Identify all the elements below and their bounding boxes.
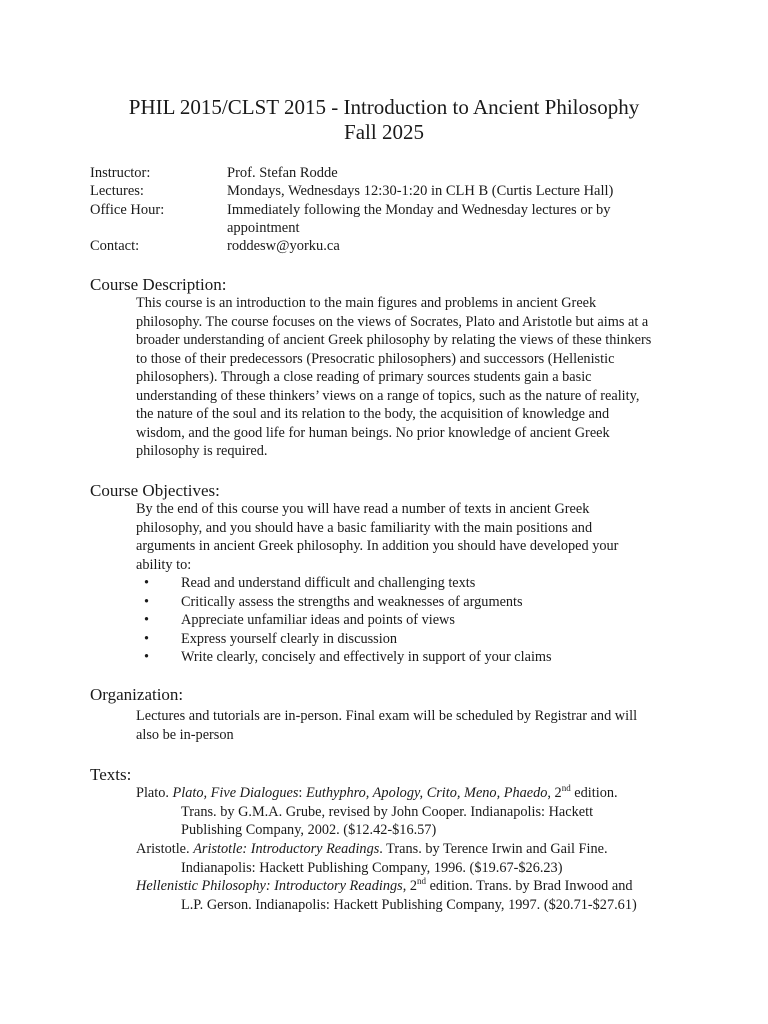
course-description-heading: Course Description: [90, 275, 227, 294]
text-line: Lectures and tutorials are in-person. Final exam will be scheduled by Registrar and will [136, 708, 638, 724]
contact-email: roddesw@yorku.ca [227, 238, 340, 254]
text-line: Publishing Company, 2002. ($12.42-$16.57) [181, 822, 437, 838]
office-hour-value-line2: appointment [227, 220, 300, 236]
text-line: Aristotle. Aristotle: Introductory Readings. Trans. by Terence Irwin and Gail Fine. [136, 841, 608, 857]
page-subtitle-term: Fall 2025 [344, 120, 424, 144]
book-subtitle: Euthyphro, Apology, Crito, Meno, Phaedo [305, 785, 548, 801]
text-line: also be in-person [136, 726, 234, 743]
text-line: to those of their predecessors (Presocratic philosophers) and successors (Hellenistic [136, 350, 615, 367]
course-objectives-text [136, 500, 686, 574]
text-line: ability to: [136, 556, 192, 573]
office-hour-value [227, 201, 707, 237]
instructor-label: Instructor: [90, 165, 151, 181]
text-line: By the end of this course you will have read a number of texts in ancient Greek [136, 501, 590, 517]
list-item: • Write clearly, concisely and effectively in support of your claims [144, 649, 552, 666]
list-item: • Critically assess the strengths and weaknesses of arguments [144, 593, 523, 610]
objectives-bullet-list [136, 574, 696, 667]
text-line: philosophers). Through a close reading of primary sources students gain a basic [136, 369, 592, 385]
text-line: Hellenistic Philosophy: Introductory Readings, 2nd edition. Trans. by Brad Inwood and [136, 876, 633, 894]
text-line: broader understanding of ancient Greek philosophy by relating the views of these thinkers [136, 332, 652, 348]
text-entry-plato [136, 784, 676, 840]
bullet-icon: • [144, 649, 150, 666]
instructor-value: Prof. Stefan Rodde [227, 165, 338, 181]
text-entry-hellenistic [136, 877, 676, 914]
organization-text [136, 707, 686, 744]
text-entry-aristotle [136, 840, 676, 877]
list-item: • Appreciate unfamiliar ideas and points of views [144, 612, 455, 629]
office-hour-label: Office Hour: [90, 202, 165, 218]
lectures-value: Mondays, Wednesdays 12:30-1:20 in CLH B (Curtis Lecture Hall) [227, 183, 614, 199]
text-line: This course is an introduction to the main figures and problems in ancient Greek [136, 295, 597, 311]
book-title: Hellenistic Philosophy: Introductory Readings [136, 878, 403, 894]
text-line: philosophy, and you should have a basic familiarity with the main positions and [136, 519, 593, 536]
book-title: Plato, Five Dialogues [172, 785, 299, 801]
text-line: philosophy is required. [136, 443, 268, 459]
text-line: L.P. Gerson. Indianapolis: Hackett Publishing Company, 1997. ($20.71-$27.61) [181, 896, 637, 913]
text-line: Indianapolis: Hackett Publishing Company, 1996. ($19.67-$26.23) [181, 859, 563, 876]
lectures-label: Lectures: [90, 183, 144, 199]
text-line: arguments in ancient Greek philosophy. In addition you should have developed your [136, 538, 619, 554]
page-title: PHIL 2015/CLST 2015 - Introduction to Ancient Philosophy [128, 95, 640, 119]
text-line: Trans. by G.M.A. Grube, revised by John Cooper. Indianapolis: Hackett [181, 803, 594, 820]
book-title: Aristotle: Introductory Readings [193, 841, 380, 857]
text-line: wisdom, and the good life for human beings. No prior knowledge of ancient Greek [136, 424, 610, 441]
bullet-icon: • [144, 630, 150, 647]
bullet-icon: • [144, 612, 150, 629]
text-line: understanding of these thinkers’ views on a range of topics, such as the nature of reality, [136, 387, 640, 404]
text-line: Plato. Plato, Five Dialogues: Euthyphro, Apology, Crito, Meno, Phaedo, 2nd edition. [136, 783, 618, 801]
contact-label: Contact: [90, 238, 140, 254]
course-description-text [136, 294, 686, 461]
list-item: • Read and understand difficult and challenging texts [144, 575, 476, 591]
organization-heading: Organization: [90, 685, 184, 704]
list-item: • Express yourself clearly in discussion [144, 630, 397, 647]
bullet-icon: • [144, 593, 150, 610]
bullet-icon: • [144, 575, 150, 591]
office-hour-value-line1: Immediately following the Monday and Wednesday lectures or by [227, 202, 611, 218]
text-line: philosophy. The course focuses on the views of Socrates, Plato and Aristotle but aims at a [136, 313, 649, 330]
texts-heading: Texts: [90, 765, 132, 784]
course-objectives-heading: Course Objectives: [90, 481, 220, 500]
text-line: the nature of the soul and its relation to the body, the acquisition of knowledge and [136, 406, 610, 422]
